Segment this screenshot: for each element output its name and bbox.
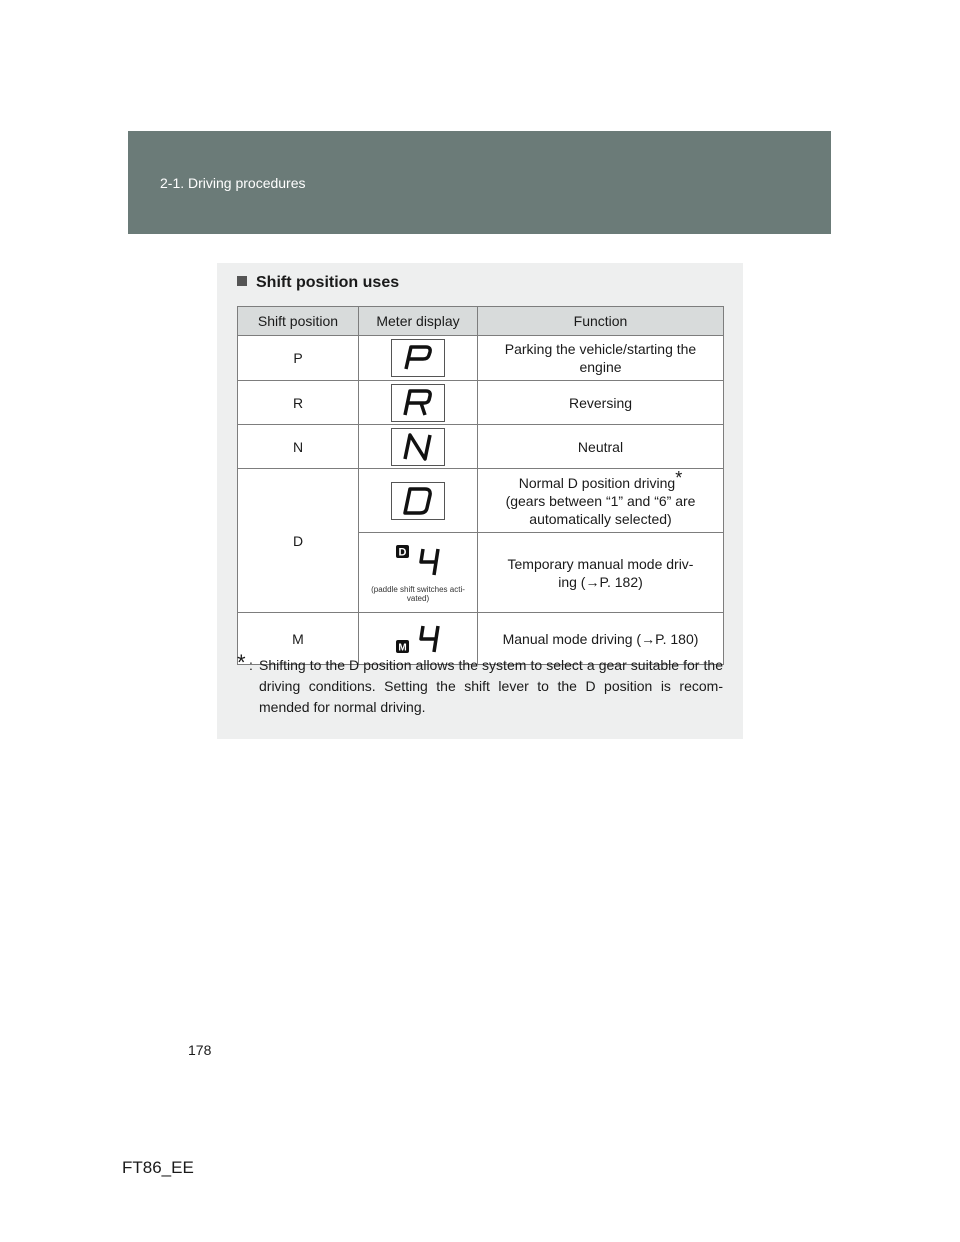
function-cell: Parking the vehicle/starting the engine: [478, 336, 724, 381]
meter-display-cell: [359, 469, 478, 533]
table-header-row: [238, 307, 724, 336]
meter-caption: (paddle shift switches acti- vated): [371, 584, 465, 603]
column-header-meter-display: Meter display: [359, 307, 478, 336]
meter-display-cell: [359, 425, 478, 469]
table-row: [238, 425, 724, 469]
table-row: [238, 336, 724, 381]
function-cell: Manual mode driving (→P. 180): [478, 613, 724, 665]
document-code: FT86_EE: [122, 1158, 194, 1177]
svg-text:M: M: [398, 642, 407, 653]
header-band: [128, 131, 831, 234]
page-number: 178: [188, 1042, 212, 1058]
footnote-text: Shifting to the D position allows the system to select a gear suitable for the driving conditions. Setting the shift lever to the D position is recom- mended for normal driving.: [259, 657, 723, 715]
meter-display-cell: [359, 336, 478, 381]
footnote-mark: *: [237, 650, 246, 675]
function-cell: Normal D position driving* (gears between “1” and “6” are automatically selected): [478, 469, 724, 533]
meter-display-m4-icon: [392, 621, 444, 657]
square-bullet-icon: [237, 276, 247, 286]
svg-text:D: D: [398, 546, 407, 558]
meter-display-n-icon: [391, 428, 445, 466]
shift-position-cell: D: [238, 469, 359, 613]
table-row: [238, 469, 724, 533]
footnote-star: *: [675, 467, 683, 488]
meter-display-d-icon: [391, 482, 445, 520]
table-row: [238, 381, 724, 425]
footnote-colon: :: [249, 657, 253, 673]
section-title: 2-1. Driving procedures: [160, 175, 306, 191]
shift-position-panel: [217, 263, 743, 739]
shift-position-table: [237, 306, 724, 665]
meter-display-p-icon: [391, 339, 445, 377]
shift-position-cell: P: [238, 336, 359, 381]
function-cell: Temporary manual mode driv- ing (→P. 182): [478, 533, 724, 613]
panel-title-text: Shift position uses: [256, 274, 400, 291]
footnote: [237, 650, 723, 718]
shift-position-cell: R: [238, 381, 359, 425]
shift-position-cell: M: [238, 613, 359, 665]
function-cell: Reversing: [478, 381, 724, 425]
meter-display-r-icon: [391, 384, 445, 422]
panel-title: [237, 274, 399, 292]
column-header-shift-position: Shift position: [238, 307, 359, 336]
meter-display-cell: [359, 533, 478, 613]
meter-display-d4-icon: [392, 543, 444, 579]
function-cell: Neutral: [478, 425, 724, 469]
meter-display-cell: [359, 381, 478, 425]
column-header-function: Function: [478, 307, 724, 336]
shift-position-cell: N: [238, 425, 359, 469]
